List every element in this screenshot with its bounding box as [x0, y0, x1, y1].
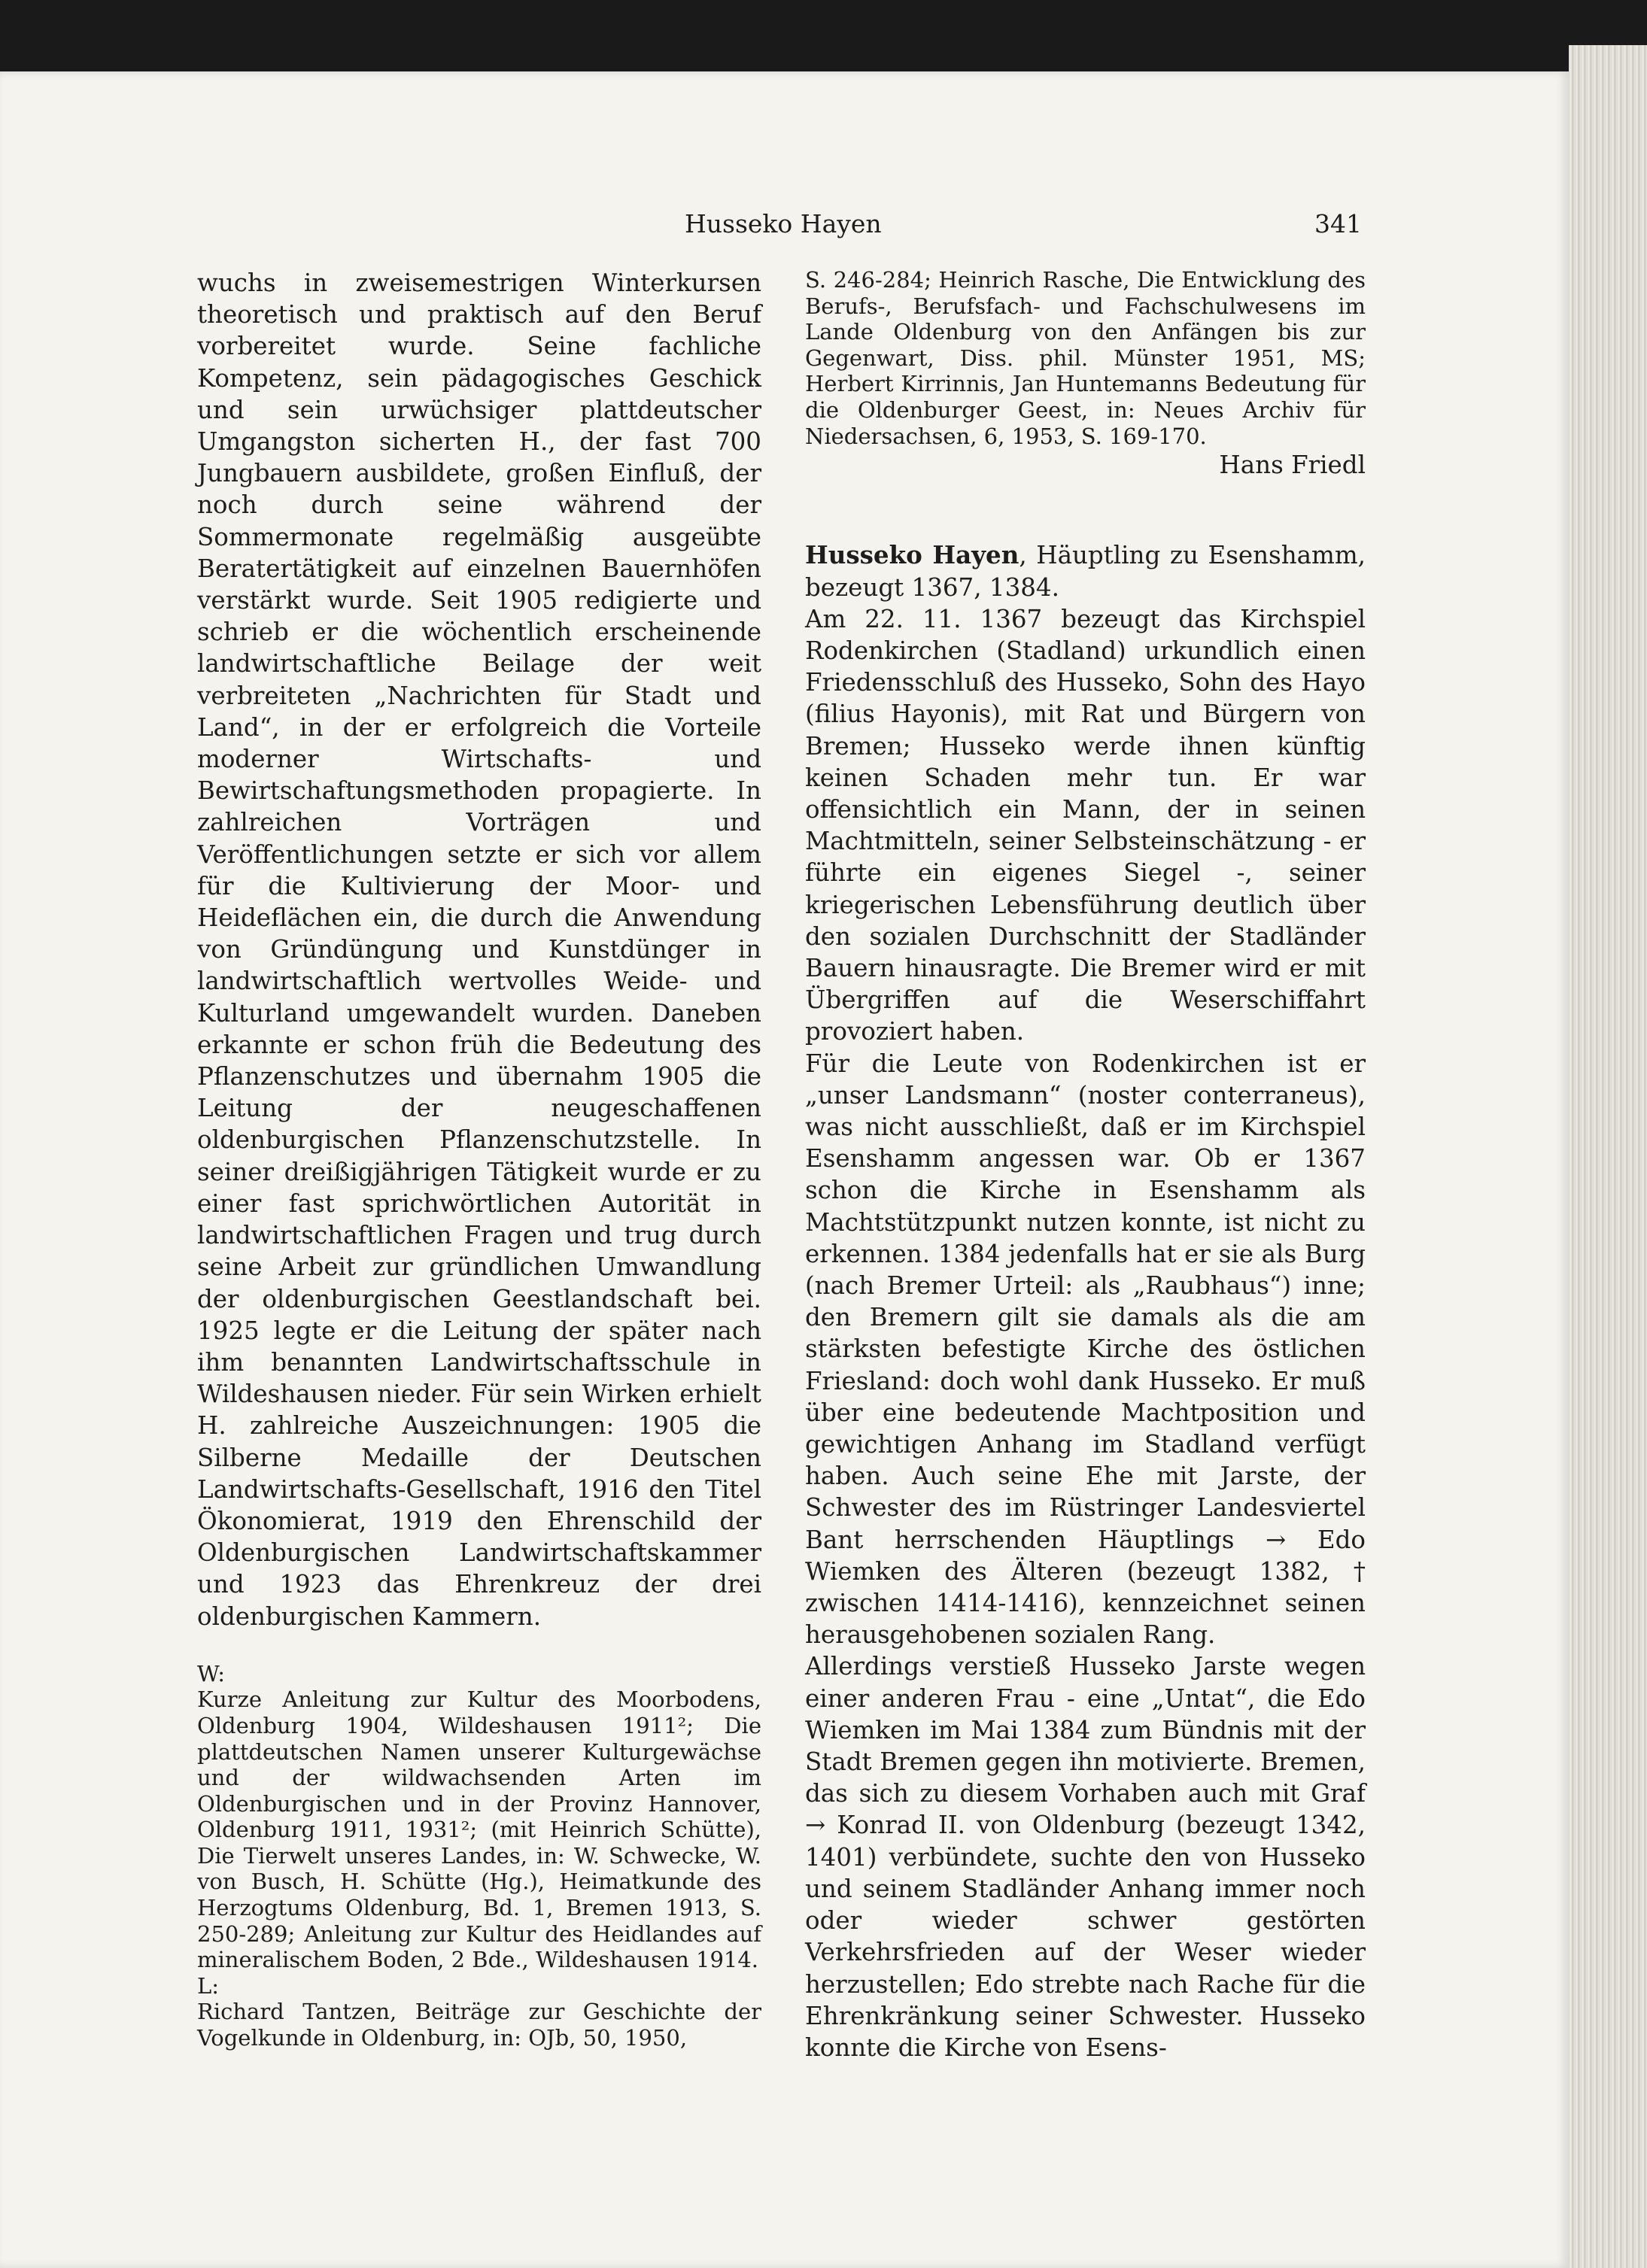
entry-intro: , Häuptling zu Esenshamm, bezeugt 1367, 1384.: [805, 541, 1366, 602]
works-label: W:: [197, 1660, 226, 1687]
biography-paragraph: wuchs in zweisemestrigen Winterkursen theoretisch und praktisch auf den Beruf vorbereitet wurde. Seine fachliche Kompetenz, sein pädagogisches Geschick und sein urwüchsiger plattdeutscher Umgangston sicherten H., der fast 700 Jungbauern ausbildete, großen Einfluß, der noch durch seine während der Sommermonate regelmäßig ausgeübte Beratertätigkeit auf einzelnen Bauernhöfen verstärkt wurde. Seit 1905 redigierte und schrieb er die wöchentlich erscheinende landwirtschaftliche Beilage der weit verbreiteten „Nachrichten für Stadt und Land“, in der er erfolgreich die Vorteile moderner Wirtschafts- und Bewirtschaftungsmethoden propagierte. In zahlreichen Vorträgen und Veröffentlichungen setzte er sich vor allem für die Kultivierung der Moor- und Heideflächen ein, die durch die Anwendung von Gründüngung und Kunstdünger in landwirtschaftlich wertvolles Weide- und Kulturland umgewandelt wurden. Daneben erkannte er schon früh die Bedeutung des Pflanzenschutzes und übernahm 1905 die Leitung der neugeschaffenen oldenburgischen Pflanzenschutzstelle. In seiner dreißigjährigen Tätigkeit wurde er zu einer fast sprichwörtlichen Autorität in landwirtschaftlichen Fragen und trug durch seine Arbeit zur gründlichen Umwandlung der oldenburgischen Geestlandschaft bei. 1925 legte er die Leitung der später nach ihm benannten Landwirtschaftsschule in Wildeshausen nieder. Für sein Wirken erhielt H. zahlreiche Auszeichnungen: 1905 die Silberne Medaille der Deutschen Landwirtschafts-Gesellschaft, 1916 den Titel Ökonomierat, 1919 den Ehrenschild der Oldenburgischen Landwirtschaftskammer und 1923 das Ehrenkreuz der drei oldenburgischen Kammern.: [197, 269, 761, 1631]
left-column: [197, 267, 761, 2051]
article-author: Hans Friedl: [1219, 451, 1366, 480]
literature-label: L:: [197, 1972, 220, 1999]
entry-name: Husseko Hayen: [805, 540, 1019, 570]
entry-paragraph-1: Am 22. 11. 1367 bezeugt das Kirchspiel Rodenkirchen (Stadland) urkundlich einen Friedensschluß des Husseko, Sohn des Hayo (filius Hayonis), mit Rat und Bürgern von Bremen; Husseko werde ihnen künftig keinen Schaden mehr tun. Er war offensichtlich ein Mann, der in seinen Machtmitteln, seiner Selbsteinschätzung - er führte ein eigenes Siegel -, seiner kriegerischen Lebensführung deutlich über den sozialen Durchschnitt der Stadländer Bauern hinausragte. Die Bremer wird er mit Übergriffen auf die Weserschiffahrt provoziert haben.: [805, 604, 1366, 1046]
page-edge-stack: [1569, 45, 1647, 2268]
entry-paragraph-2: Für die Leute von Rodenkirchen ist er „unser Landsmann“ (noster conterraneus), was nicht ausschließt, daß er im Kirchspiel Esenshamm angessen war. Ob er 1367 schon die Kirche in Esenshamm als Machtstützpunkt nutzen konnte, ist nicht zu erkennen. 1384 jedenfalls hat er sie als Burg (nach Bremer Urteil: als „Raubhaus“) inne; den Bremern gilt sie damals als die am stärksten befestigte Kirche des östlichen Friesland: doch wohl dank Husseko. Er muß über eine bedeutende Machtposition und gewichtigen Anhang im Stadland verfügt haben. Auch seine Ehe mit Jarste, der Schwester des im Rüstringer Landesviertel Bant herrschenden Häuptlings → Edo Wiemken des Älteren (bezeugt 1382, † zwischen 1414-1416), kennzeichnet seinen herausgehobenen sozialen Rang.: [805, 1049, 1366, 1650]
literature-continued: S. 246-284; Heinrich Rasche, Die Entwicklung des Berufs-, Berufsfach- und Fachschulwesens im Lande Oldenburg von den Anfängen bis zur Gegenwart, Diss. phil. Münster 1951, MS; Herbert Kirrinnis, Jan Huntemanns Bedeutung für die Oldenburger Geest, in: Neues Archiv für Niedersachsen, 6, 1953, S. 169-170.: [805, 267, 1366, 449]
literature-list: Richard Tantzen, Beiträge zur Geschichte der Vogelkunde in Oldenburg, in: OJb, 50, 1950,: [197, 1999, 761, 2051]
page-number: 341: [1314, 209, 1362, 238]
entry-heading: [805, 539, 1366, 603]
entry-paragraph-3: Allerdings verstieß Husseko Jarste wegen einer anderen Frau - eine „Untat“, die Edo Wiemken im Mai 1384 zum Bündnis mit der Stadt Bremen gegen ihn motivierte. Bremen, das sich zu diesem Vorhaben auch mit Graf → Konrad II. von Oldenburg (bezeugt 1342, 1401) verbündete, suchte den von Husseko und seinem Stadländer Anhang immer noch oder wieder schwer gestörten Verkehrsfrieden auf der Weser wieder herzustellen; Edo strebte nach Rache für die Ehrenkränkung seiner Schwester. Husseko konnte die Kirche von Esens-: [805, 1652, 1366, 2062]
running-title: Husseko Hayen: [685, 209, 882, 238]
works-list: Kurze Anleitung zur Kultur des Moorbodens, Oldenburg 1904, Wildeshausen 1911²; Die plattdeutschen Namen unserer Kulturgewächse und der wildwachsenden Arten im Oldenburgischen und in der Provinz Hannover, Oldenburg 1911, 1931²; (mit Heinrich Schütte), Die Tierwelt unseres Landes, in: W. Schwecke, W. von Busch, H. Schütte (Hg.), Heimatkunde des Herzogtums Oldenburg, Bd. 1, Bremen 1913, S. 250-289; Anleitung zur Kultur des Heidlandes auf mineralischem Boden, 2 Bde., Wildeshausen 1914.: [197, 1687, 761, 1973]
right-column: [805, 267, 1366, 2063]
